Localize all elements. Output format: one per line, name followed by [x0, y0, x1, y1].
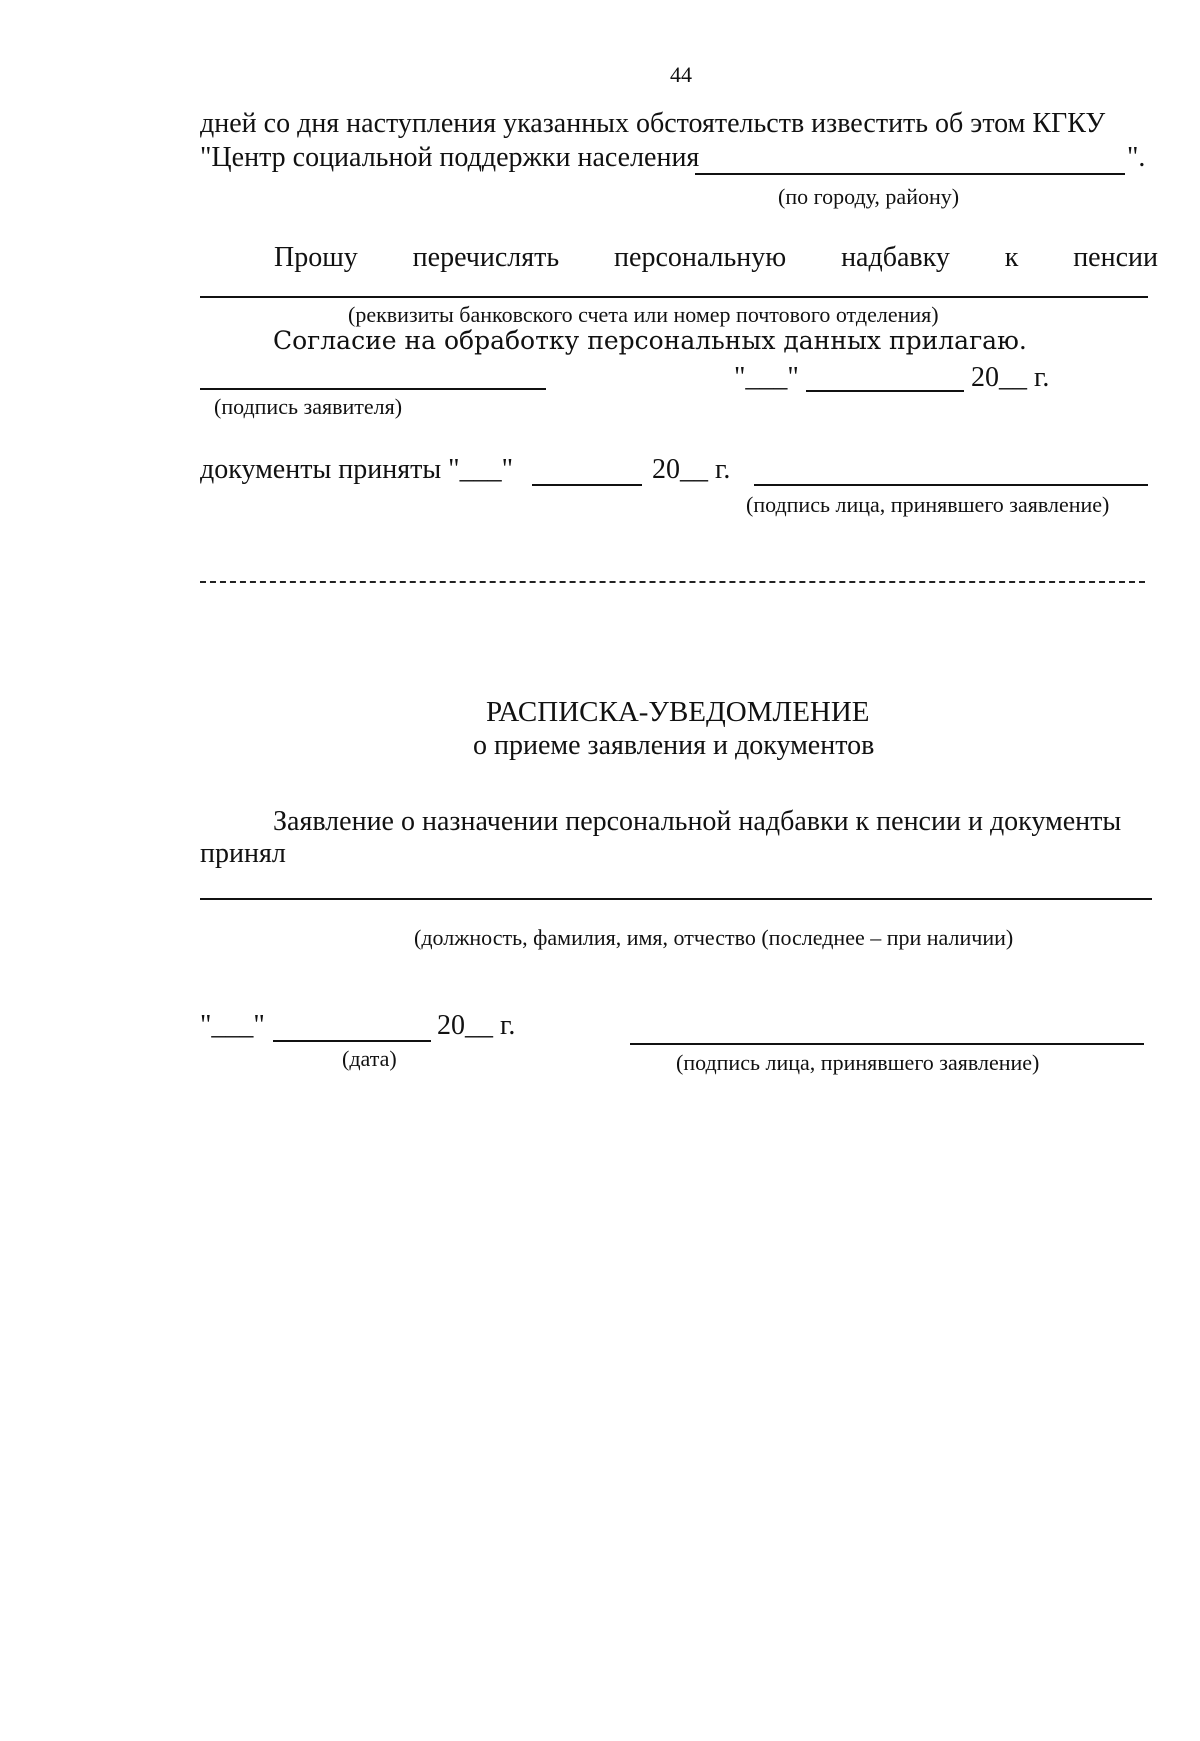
caption-receipt-date: (дата) — [342, 1046, 397, 1071]
bank-details-line — [200, 296, 1148, 298]
para1-line2-prefix: "Центр социальной поддержки населения — [200, 142, 700, 173]
receipt-title: РАСПИСКА-УВЕДОМЛЕНИЕ — [486, 696, 870, 728]
request-word: к — [1004, 242, 1019, 273]
applicant-signature-line — [200, 388, 546, 390]
applicant-date-year: 20__ г. — [971, 362, 1050, 393]
receipt-subtitle: о приеме заявления и документов — [473, 730, 875, 761]
para1-line1: дней со дня наступления указанных обстоятельств известить об этом КГКУ — [200, 108, 1106, 139]
caption-receipt-signature: (подпись лица, принявшего заявление) — [676, 1050, 1040, 1075]
request-word: перечислять — [412, 242, 560, 273]
receipt-date-line — [273, 1040, 431, 1042]
request-word: надбавку — [841, 242, 950, 273]
request-word: пенсии — [1073, 242, 1158, 273]
request-word: Прошу — [274, 242, 358, 273]
accepted-label: документы приняты "___" — [200, 454, 514, 485]
position-name-line — [200, 898, 1152, 900]
receipt-date-quote: "___" — [200, 1010, 265, 1041]
applicant-date-quote: "___" — [734, 362, 799, 393]
caption-position-name: (должность, фамилия, имя, отчество (последнее – при наличии) — [414, 925, 1014, 950]
receipt-signature-line — [630, 1043, 1144, 1045]
receipt-line2: принял — [200, 838, 286, 869]
accepted-year: 20__ г. — [652, 454, 731, 485]
caption-applicant-signature: (подпись заявителя) — [214, 394, 403, 419]
para1-line2-suffix: ". — [1127, 142, 1146, 173]
page-number: 44 — [670, 62, 692, 87]
receipt-line1: Заявление о назначении персональной надбавки к пенсии и документы — [273, 806, 1122, 837]
consent-text: Согласие на обработку персональных данных прилагаю. — [273, 326, 1027, 355]
caption-accepted-signature: (подпись лица, принявшего заявление) — [746, 492, 1110, 517]
accepted-date-line — [532, 484, 642, 486]
receipt-date-year: 20__ г. — [437, 1010, 516, 1041]
request-line — [274, 242, 1158, 274]
applicant-date-line — [806, 390, 964, 392]
caption-bank-details: (реквизиты банковского счета или номер почтового отделения) — [348, 302, 939, 327]
cut-line — [200, 581, 1145, 583]
caption-city: (по городу, району) — [778, 184, 960, 209]
accepted-signature-line — [754, 484, 1148, 486]
request-word: персональную — [614, 242, 787, 273]
city-blank-line — [695, 173, 1125, 175]
